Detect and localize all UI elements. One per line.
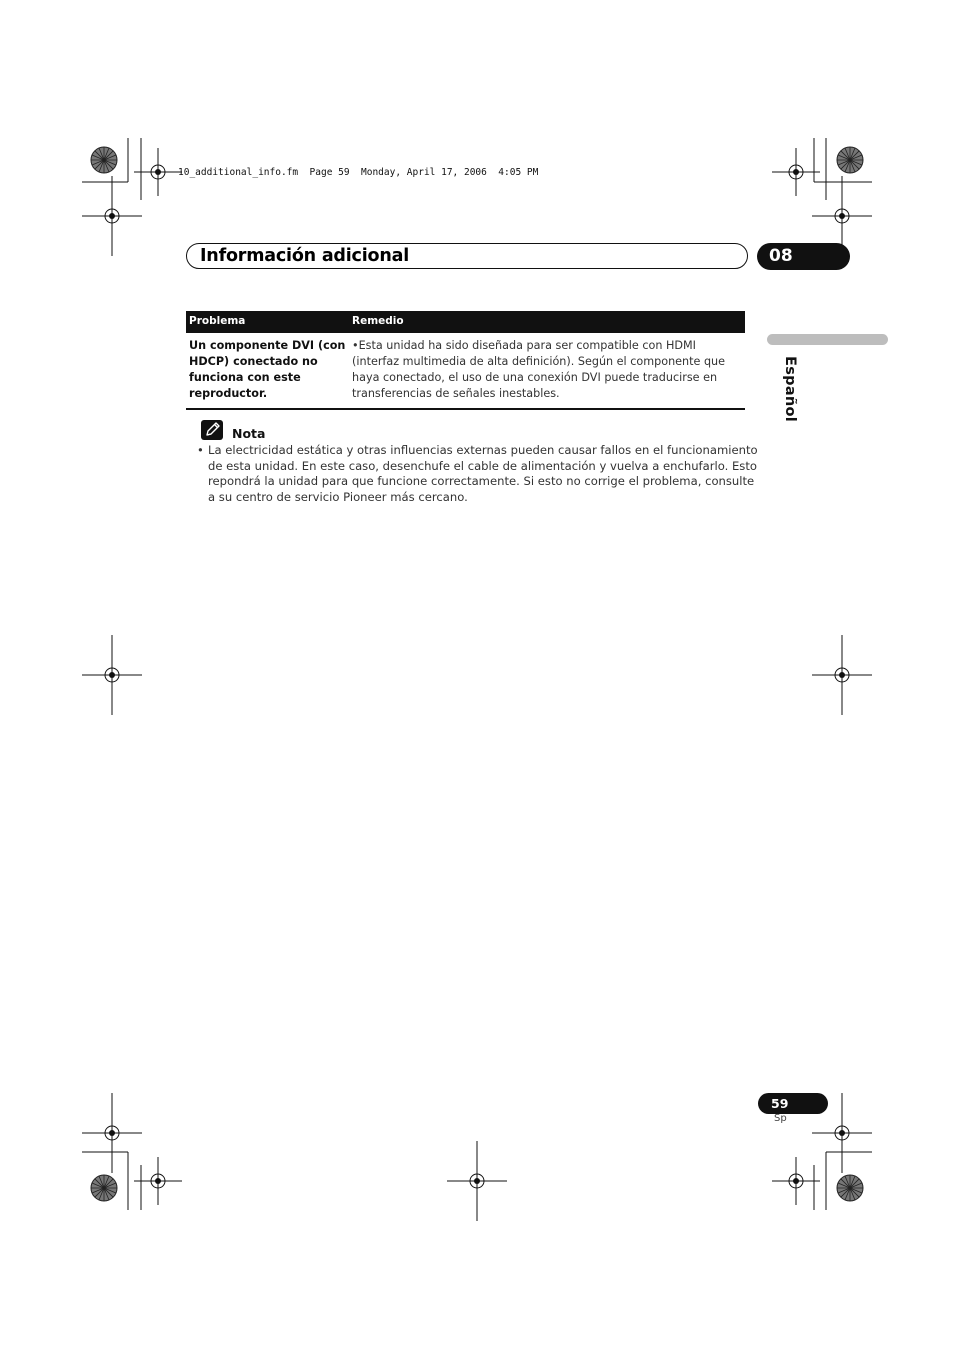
- problem-cell: Un componente DVI (con HDCP) conectado no funciona con este reproductor.: [186, 333, 349, 409]
- troubleshooting-table: [186, 311, 745, 410]
- column-header-remedy: Remedio: [349, 311, 745, 333]
- table-header-row: [186, 311, 745, 333]
- page-title: Información adicional: [200, 246, 410, 266]
- language-tab-bar: [767, 334, 888, 345]
- note-text: La electricidad estática y otras influencias externas pueden causar fallos en el funcionamiento de esta unidad. En este caso, desenchufe el cable de alimentación y vuelva a enchufarlo. Esto repondrá la unidad para que funcione correctamente. Si esto no corrige el problema, consulte a su centro de servicio Pioneer más cercano.: [208, 443, 758, 504]
- note-heading: Nota: [232, 426, 266, 441]
- file-info-line: 10_additional_info.fm Page 59 Monday, April 17, 2006 4:05 PM: [178, 167, 539, 178]
- chapter-number-badge: 08: [757, 243, 850, 270]
- column-header-problem: Problema: [186, 311, 349, 333]
- page-number-badge: 59: [758, 1093, 828, 1114]
- page-language-code: Sp: [774, 1113, 787, 1124]
- pencil-note-icon: [201, 420, 223, 440]
- table-row: [186, 333, 745, 409]
- remedy-cell: •Esta unidad ha sido diseñada para ser compatible con HDMI (interfaz multimedia de alta definición). Según el componente que haya conectado, el uso de una conexión DVI puede traducirse en transferencias de señales inestables.: [349, 333, 745, 409]
- note-bullet-mark: •: [197, 443, 204, 457]
- language-tab-label: Español: [782, 356, 798, 423]
